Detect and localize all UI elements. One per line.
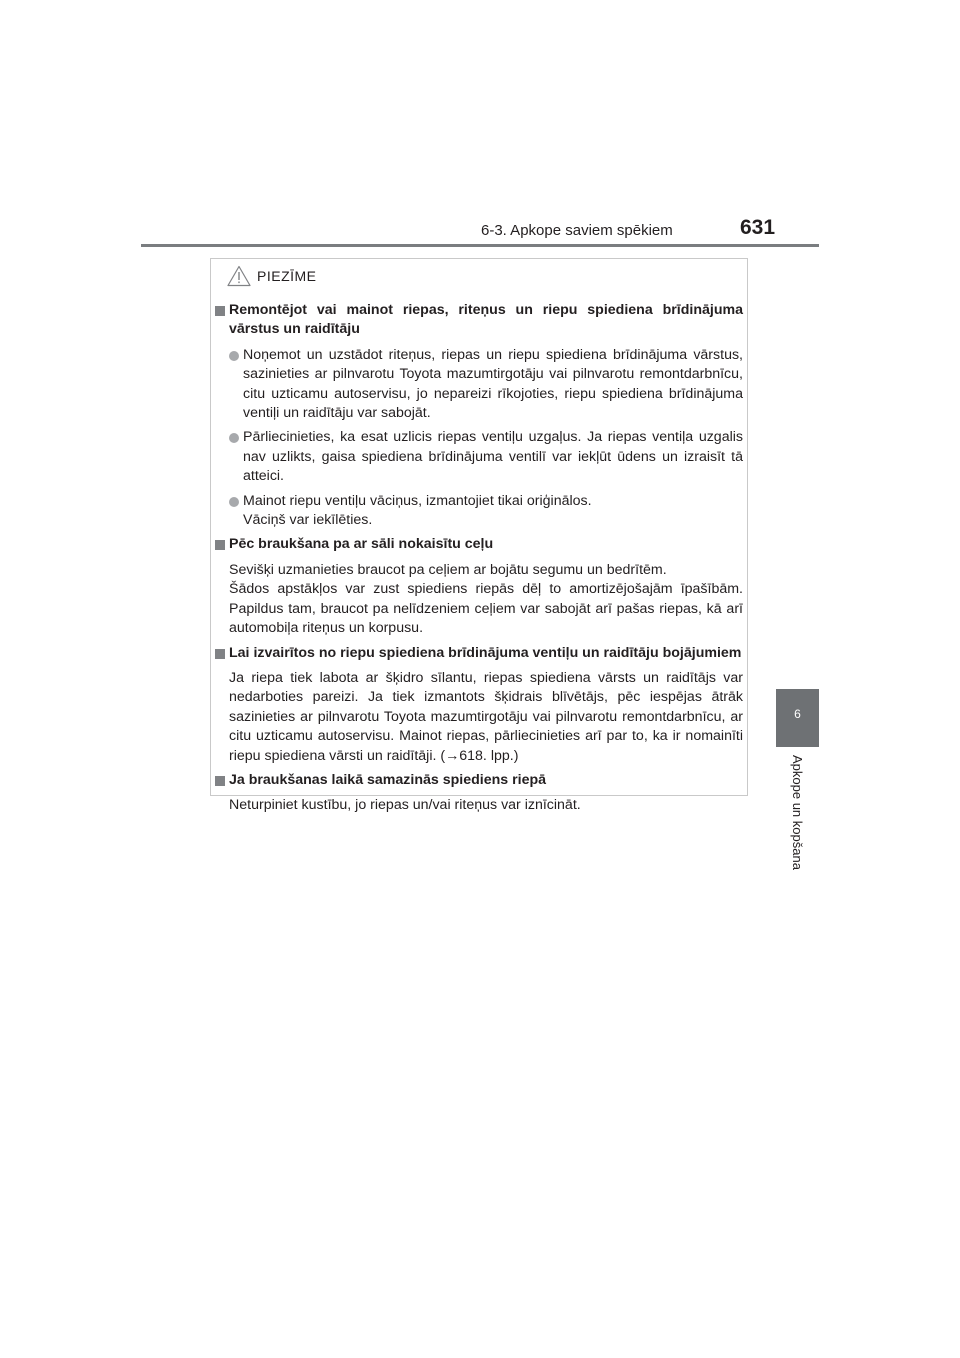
warning-triangle-icon [227,265,251,287]
item-text: Pārliecinieties, ka esat uzlicis riepas ventiļu uzgaļus. Ja riepas ventiļa uzgalis nav uzlikts, gaisa spiediena brīdinājuma ventilī var iekļūt ūdens un izraisīt tā atteici. [243,429,743,485]
list-item [229,428,743,486]
note-title: PIEZĪME [257,268,317,284]
paragraph-line: Šādos apstākļos var zust spiediens riepās dēļ to amortizējošajām īpašībām. Papildus tam, braucot pa nelīdzeniem ceļiem var sabojāt arī pašas riepas, kā arī automobiļa riteņus un korpusu. [229,581,743,637]
section-3 [215,644,743,663]
round-bullet-icon [229,492,243,531]
item-text [243,492,743,531]
square-bullet-icon [215,771,229,781]
chapter-number: 6 [794,707,801,721]
chapter-tab [776,689,819,747]
round-bullet-icon [229,428,243,486]
page-number: 631 [740,216,776,239]
item-text: Noņemot un uzstādot riteņus, riepas un riepu spiediena brīdinājuma vārstus, sazinieties ar pilnvarotu Toyota mazumtirgotāju vai pilnvarotu remontdarbnīcu, citu uzticamu autoservisu, jo nepareizi rīkojoties, riepu spiediena brīdinājuma ventiļi un raidītāju var sabojāt. [243,346,743,422]
paragraph-line: Sevišķi uzmanieties braucot pa ceļiem ar bojātu segumu un bedrītēm. [229,561,667,578]
round-bullet-icon [229,346,243,424]
section-paragraph [229,561,743,639]
section-title: Remontējot vai mainot riepas, riteņus un riepu spiediena brīdinājuma vārstus un raidītāju [229,302,743,338]
note-header [227,263,317,289]
square-bullet-icon [215,535,229,545]
list-item [229,492,743,531]
section-title: Lai izvairītos no riepu spiediena brīdinājuma ventiļu un raidītāju bojājumiem [229,644,742,661]
note-box [210,258,748,814]
item-line: Mainot riepu ventiļu vāciņus, izmantojiet tikai oriģinālos. [243,492,592,509]
square-bullet-icon [215,644,229,654]
square-bullet-icon [215,301,229,311]
chapter-label: Apkope un kopšana [790,755,805,870]
section-1 [215,301,743,340]
section-2 [215,535,743,554]
section-title: Ja braukšanas laikā samazinās spiediens riepā [229,771,547,788]
section-header: 6-3. Apkope saviem spēkiem [481,222,673,239]
section-title: Pēc braukšana pa ar sāli nokaisītu ceļu [229,536,494,553]
item-line: Vāciņš var iekīlēties. [243,512,373,529]
note-body [215,301,743,821]
section-paragraph: Ja riepa tiek labota ar šķidro sīlantu, riepas spiediena vārsts un raidītājs var nedarboties pareizi. Ja tiek izmantots šķidrais blīvētājs, pēc iespējas ātrāk sazinieties ar pilnvarotu Toyota mazumtirgotāju vai pilnvarotu remontdarbnīcu, ar citu uzticamu autoservisu. Mainot riepas, pārliecinieties arī par to, ka ir nomainīti riepu spiediena vārsti un raidītāji. (→618. lpp.) [229,669,743,764]
list-item [229,346,743,424]
header-rule [141,244,819,247]
section-paragraph: Neturpiniet kustību, jo riepas un/vai riteņus var iznīcināt. [229,797,581,814]
section-4 [215,771,743,790]
